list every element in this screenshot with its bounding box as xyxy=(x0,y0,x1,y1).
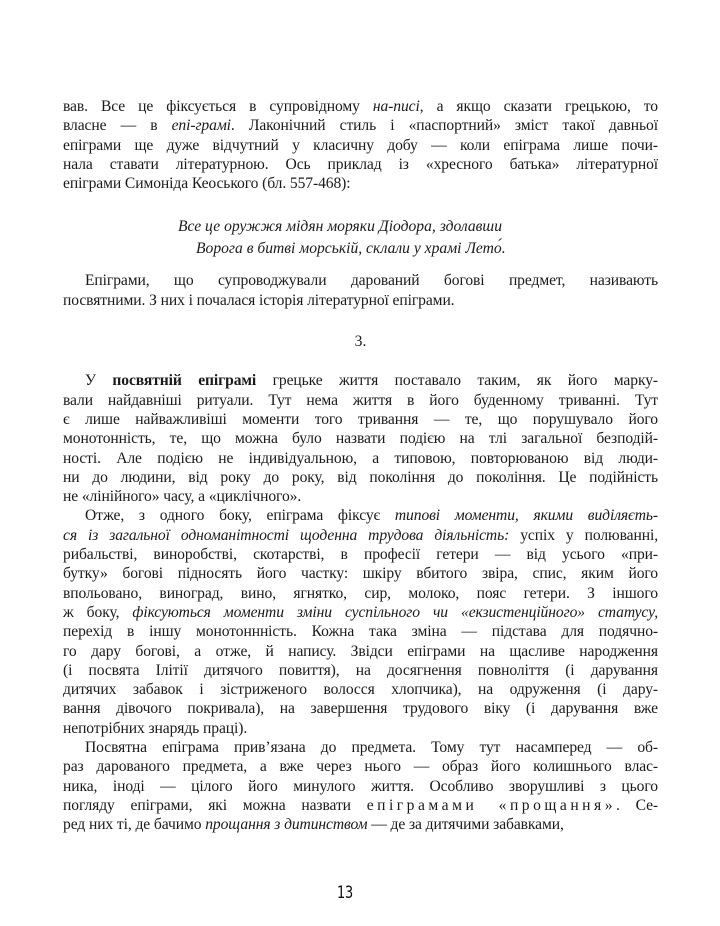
text-line xyxy=(63,449,658,468)
text-line xyxy=(63,174,658,193)
text-content xyxy=(63,97,658,835)
text-run: вав. Все це фіксується в супровідному xyxy=(63,98,373,115)
text-run: типові моменти, якими виділяєть- xyxy=(394,507,658,525)
text-run: перехід в іншу монотоннність. Кожна така зміна — підстава для подячно- xyxy=(63,623,658,641)
text-run: не «лінійного» часу, а «циклічного». xyxy=(63,488,302,506)
text-line xyxy=(63,136,658,155)
text-line xyxy=(63,584,658,603)
text-run: раз дарованого предмета, а вже через нього — образ його колишнього влас- xyxy=(63,758,658,776)
text-run: прощання з дитинством xyxy=(205,816,368,834)
text-line xyxy=(63,371,658,390)
text-run: впольовано, виноград, вино, ягнятко, сир, молоко, пояс гетери. З іншого xyxy=(63,584,658,602)
text-run: непотрібних знарядь праці). xyxy=(63,719,248,737)
text-run: Отже, з одного боку, епіграма фіксує xyxy=(85,507,395,525)
text-line xyxy=(63,429,658,448)
text-run: У xyxy=(85,372,113,390)
text-line xyxy=(63,815,658,834)
verse-line: Все це оружжя мідян моряки Діодора, здолавши xyxy=(178,218,502,236)
text-run: монотонність, те, що можна було назвати подією на тлі загальної безподій- xyxy=(63,430,658,448)
text-run: епі-грамі xyxy=(171,117,231,135)
text-run: вання дівочого покривала), на завершення трудового віку (і дарування вже xyxy=(63,700,658,718)
text-run: — де за дитячими забавками, xyxy=(367,816,564,834)
text-run: го дару богові, а отже, й напису. Звідси епіграми на щасливе народження xyxy=(63,642,658,660)
text-line xyxy=(63,680,658,699)
paragraph xyxy=(63,506,658,738)
text-line xyxy=(63,796,658,815)
text-line xyxy=(63,719,658,738)
text-line xyxy=(63,738,658,757)
text-run: дитячих забавок і зістриженого волосся хлопчика), на одруження (і дару- xyxy=(63,681,658,699)
text-run: ни до людини, від року до року, від покоління до покоління. Це подійність xyxy=(63,468,658,486)
verse-quote xyxy=(178,216,658,259)
text-run: . Се- xyxy=(616,796,658,814)
paragraph xyxy=(63,738,658,834)
text-run: вали найдавніші ритуали. Тут нема життя в його буденному триванні. Тут xyxy=(63,391,658,409)
text-line xyxy=(63,545,658,564)
text-run: рибальстві, виноробстві, скотарстві, в професії гетери — від усього «при- xyxy=(63,546,658,564)
paragraph xyxy=(63,271,658,310)
text-run: епіграми Симоніда Кеоського (бл. 557-468): xyxy=(63,175,351,193)
text-run: грецьке життя поставало таким, як його марку- xyxy=(256,372,658,390)
text-run: нала ставати літературною. Ось приклад із «хресного батька» літературної xyxy=(63,155,658,173)
text-line xyxy=(63,116,658,135)
text-run: епіграмами «прощання» xyxy=(366,796,616,814)
text-line xyxy=(63,699,658,718)
text-run: ника, іноді — цілого його минулого життя. Особливо зворушливі з цього xyxy=(63,777,658,795)
text-run: , а якщо сказати грецькою, то xyxy=(419,98,659,115)
text-run: посвятній епіграмі xyxy=(112,372,257,390)
text-line xyxy=(63,97,658,116)
text-line xyxy=(63,155,658,174)
text-run: є лише найважливіші моменти того тривання — те, що порушувало його xyxy=(63,410,658,428)
text-run: ж боку, xyxy=(63,603,133,621)
verse-line: Ворога в битві морській, склали у храмі Лето́. xyxy=(196,239,506,257)
page-number: 13 xyxy=(336,883,354,903)
text-line xyxy=(63,410,658,429)
text-line xyxy=(63,391,658,410)
text-run: посвятними. З них і почалася історія літературної епіграми. xyxy=(63,291,455,309)
section-number: 3. xyxy=(354,333,367,351)
text-run: погляду епіграми, які можна назвати xyxy=(63,796,367,814)
text-line xyxy=(63,487,658,506)
text-line xyxy=(63,661,658,680)
text-line xyxy=(63,271,658,290)
text-line xyxy=(63,642,658,661)
paragraph xyxy=(63,97,658,193)
text-run: успіх у полюванні, xyxy=(509,526,659,544)
text-run: бутку» богові підносять його частку: шкіру вбитого звіра, спис, яким його xyxy=(63,565,658,583)
text-line xyxy=(63,564,658,583)
text-run: фіксуються моменти зміни суспільного чи «екзистенційного» статусу, xyxy=(132,603,658,621)
text-line xyxy=(63,603,658,622)
paragraph xyxy=(63,371,658,506)
text-run: епіграми ще дуже відчутний у класичну добу — коли епіграма лише почи- xyxy=(63,136,658,154)
text-run: на-писі xyxy=(372,98,420,115)
text-line xyxy=(63,506,658,525)
text-run: ності. Але подією не індивідуальною, а типовою, повторюваною від люди- xyxy=(63,449,658,467)
text-run: . Лаконічний стиль і «паспортний» зміст такої давньої xyxy=(230,117,658,135)
text-line xyxy=(63,622,658,641)
text-line xyxy=(63,526,658,545)
text-run: ся із загальної одноманітності щоденна трудова діяльність: xyxy=(63,526,510,544)
text-line xyxy=(63,468,658,487)
text-run: (і посвята Ілітії дитячого повиття), на досягнення повноліття (і дарування xyxy=(63,661,658,679)
text-line xyxy=(63,757,658,776)
text-line xyxy=(63,291,658,310)
text-run: ред них ті, де бачимо xyxy=(63,816,206,834)
text-run: Епіграми, що супроводжували дарований богові предмет, називають xyxy=(85,272,658,290)
text-line xyxy=(63,777,658,796)
text-run: Посвятна епіграма прив’язана до предмета. Тому тут насамперед — об- xyxy=(85,739,658,757)
text-run: власне — в xyxy=(63,117,172,135)
